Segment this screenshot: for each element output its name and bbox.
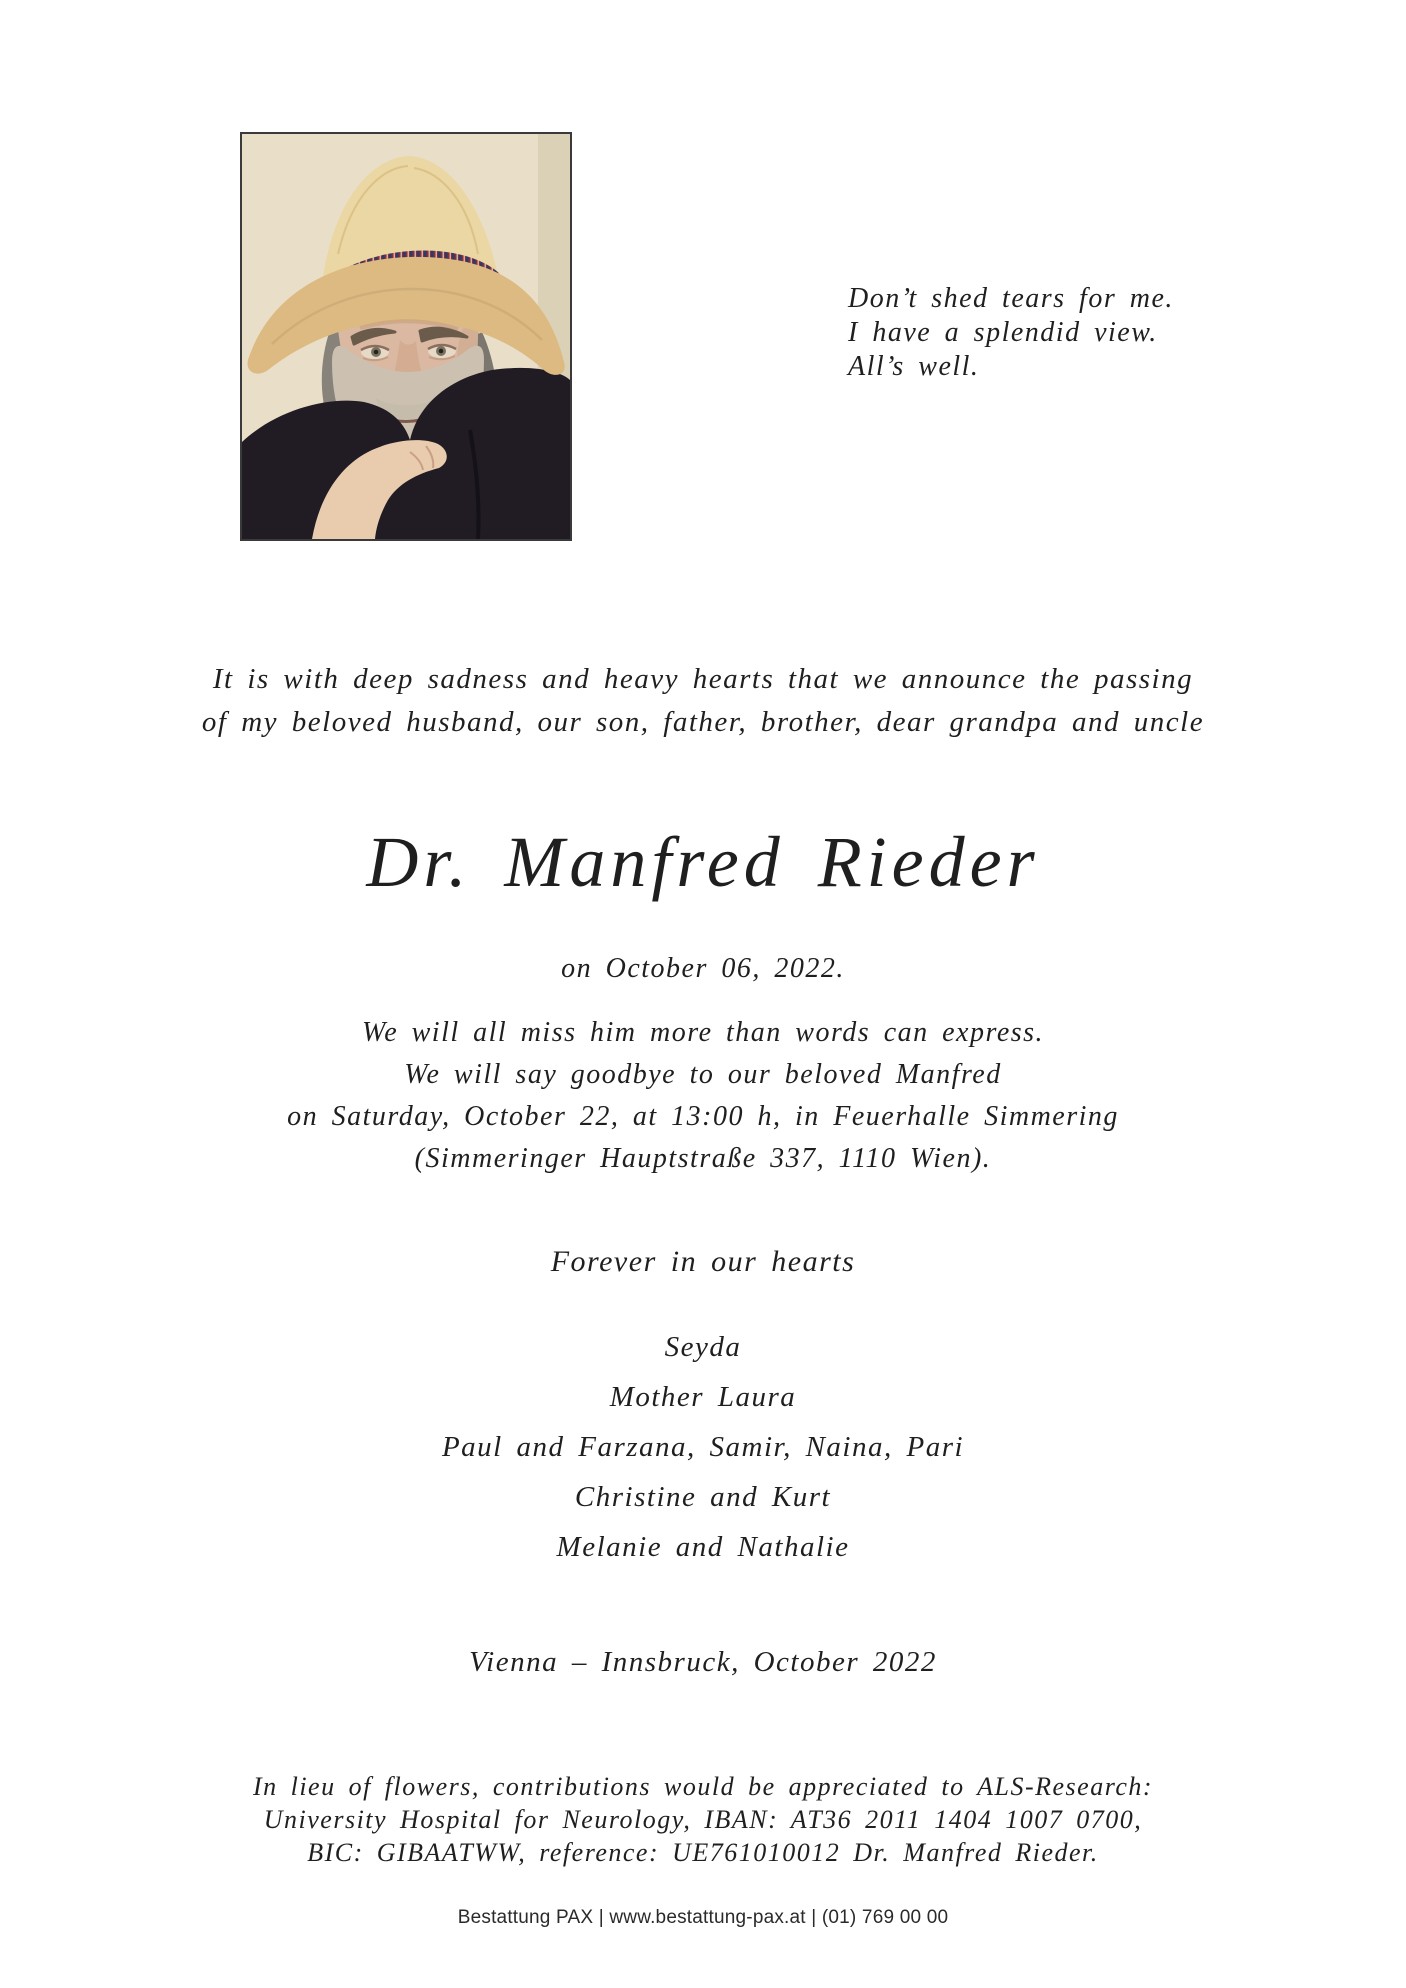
portrait-photo [240,132,572,541]
announcement-line: It is with deep sadness and heavy hearts that we announce the passing [212,663,1194,695]
donation-note [0,1770,1406,1869]
death-date: on October 06, 2022. [561,953,845,984]
announcement-text [0,658,1406,744]
farewell-text [0,1012,1406,1180]
mourner-name: Melanie and Nathalie [556,1531,850,1563]
donation-line: In lieu of flowers, contributions would be appreciated to ALS-Research: [252,1772,1154,1801]
donation-line: University Hospital for Neurology, IBAN: AT36 2011 1404 1007 0700, [263,1805,1143,1834]
donation-line: BIC: GIBAATWW, reference: UE761010012 Dr. Manfred Rieder. [307,1838,1099,1867]
announcement-line: of my beloved husband, our son, father, brother, dear grandpa and uncle [201,706,1205,738]
closing-line: Forever in our hearts [550,1245,856,1278]
mourners-list [0,1322,1406,1572]
mourner-name: Seyda [664,1331,742,1363]
quote-line: All’s well. [848,351,980,382]
mourner-name: Paul and Farzana, Samir, Naina, Pari [441,1431,965,1463]
farewell-line: We will say goodbye to our beloved Manfred [404,1059,1002,1090]
farewell-line: (Simmeringer Hauptstraße 337, 1110 Wien). [414,1143,992,1174]
mourner-name: Mother Laura [609,1381,797,1413]
place-date-line: Vienna – Innsbruck, October 2022 [469,1646,937,1678]
farewell-line: We will all miss him more than words can express. [361,1017,1045,1048]
mourner-name: Christine and Kurt [574,1481,832,1513]
quote-line: I have a splendid view. [848,317,1158,348]
funeral-home-footer: Bestattung PAX | www.bestattung-pax.at | (01) 769 00 00 [457,1907,949,1928]
memorial-quote [848,282,1174,384]
portrait-illustration [242,134,570,539]
farewell-line: on Saturday, October 22, at 13:00 h, in Feuerhalle Simmering [287,1101,1119,1132]
quote-line: Don’t shed tears for me. [848,283,1174,314]
deceased-name: Dr. Manfred Rieder [366,822,1040,902]
